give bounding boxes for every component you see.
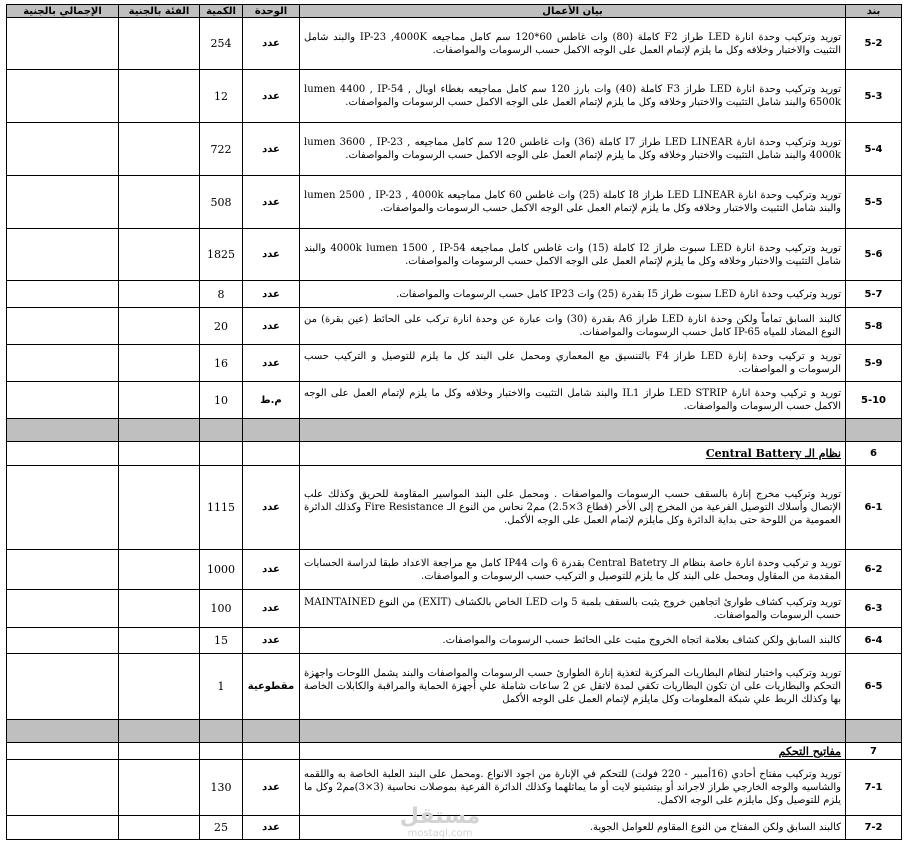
item-number: 5-7 bbox=[846, 281, 902, 308]
table-row bbox=[7, 18, 902, 70]
item-description: توريد و تركيب وحدة إنارة LED طراز F4 بالتنسيق مع المعماري ومحمل على البند كل ما يلزم للتوصيل و التركيب حسب الرسومات و المواصفات. bbox=[300, 345, 846, 382]
item-rate bbox=[119, 550, 200, 590]
item-total bbox=[7, 70, 119, 123]
item-unit: عدد bbox=[243, 123, 300, 176]
item-rate bbox=[119, 70, 200, 123]
watermark-arabic: مستقل bbox=[399, 804, 481, 829]
header-unit: الوحدة bbox=[243, 5, 300, 18]
separator-cell bbox=[300, 720, 846, 743]
header-description: بيان الأعمال bbox=[300, 5, 846, 18]
item-description: توريد و تركيب وحدة انارة LED STRIP طراز IL1 والبند شامل التثبيت والاختبار وخلافه وكل ما يلزم لإتمام العمل على الوجه الاكمل حسب الرسومات والمواصفات. bbox=[300, 382, 846, 419]
item-quantity: 1115 bbox=[200, 466, 243, 550]
item-rate bbox=[119, 590, 200, 628]
table-row bbox=[7, 345, 902, 382]
table-row bbox=[7, 281, 902, 308]
item-number: 5-9 bbox=[846, 345, 902, 382]
separator-cell bbox=[243, 720, 300, 743]
item-description: توريد وتركيب وحدة انارة LED طراز F3 كاملة (40) وات بارز 120 سم كامل مماجيعه بغطاء اوبال lumen 4400 , IP-54 , 6500k والبند شامل التثبيت والاختبار وخلافه وكل ما يلزم لإتمام العمل على الوجه الاكمل حسب الرسومات والمواصفات. bbox=[300, 70, 846, 123]
item-total bbox=[7, 760, 119, 816]
item-quantity: 254 bbox=[200, 18, 243, 70]
section-heading-row bbox=[7, 743, 902, 760]
header-item: بند bbox=[846, 5, 902, 18]
item-rate bbox=[119, 281, 200, 308]
table-row bbox=[7, 550, 902, 590]
item-rate bbox=[119, 654, 200, 720]
section-number: 7 bbox=[846, 743, 902, 760]
item-quantity: 130 bbox=[200, 760, 243, 816]
item-total bbox=[7, 816, 119, 840]
item-description: توريد وتركيب وحدة انارة LED طراز F2 كاملة (80) وات غاطس 60*120 سم كامل مماجيعه IP-23 ,4000K والبند شامل التثبيت والاختبار وخلافه وكل ما يلزم لإتمام العمل على الوجه الاكمل حسب الرسومات والمواصفات. bbox=[300, 18, 846, 70]
boq-table bbox=[6, 4, 902, 840]
item-rate bbox=[119, 176, 200, 229]
item-number: 7-2 bbox=[846, 816, 902, 840]
item-number: 5-8 bbox=[846, 308, 902, 345]
item-number: 6-5 bbox=[846, 654, 902, 720]
item-quantity: 1 bbox=[200, 654, 243, 720]
table-row bbox=[7, 654, 902, 720]
empty-cell bbox=[200, 743, 243, 760]
separator-cell bbox=[300, 419, 846, 442]
item-rate bbox=[119, 816, 200, 840]
item-total bbox=[7, 382, 119, 419]
separator-row bbox=[7, 720, 902, 743]
empty-cell bbox=[200, 442, 243, 466]
item-unit: عدد bbox=[243, 281, 300, 308]
separator-cell bbox=[243, 419, 300, 442]
item-description: كالبند السابق تماماً ولكن وحدة انارة LED طراز A6 بقدرة (30) وات عبارة عن وحدة انارة تركب على الحائط (عين بقرة) من النوع المضاد للمياه IP-65 كامل حسب الرسومات والمواصفات. bbox=[300, 308, 846, 345]
item-quantity: 508 bbox=[200, 176, 243, 229]
item-unit: عدد bbox=[243, 550, 300, 590]
item-rate bbox=[119, 466, 200, 550]
header-total: الإجمالي بالجنية bbox=[7, 5, 119, 18]
item-description: كالبند السابق ولكن المفتاح من النوع المقاوم للعوامل الجوية. bbox=[300, 816, 846, 840]
item-rate bbox=[119, 345, 200, 382]
item-description: توريد وتركيب وحدة انارة LED سبوت طراز I5 بقدرة (25) وات IP23 كامل حسب الرسومات والمواصفات. bbox=[300, 281, 846, 308]
item-quantity: 16 bbox=[200, 345, 243, 382]
item-unit: عدد bbox=[243, 176, 300, 229]
item-rate bbox=[119, 628, 200, 654]
table-row bbox=[7, 176, 902, 229]
separator-cell bbox=[119, 720, 200, 743]
empty-cell bbox=[119, 743, 200, 760]
section-heading-row bbox=[7, 442, 902, 466]
empty-cell bbox=[7, 743, 119, 760]
item-description: توريد وتركيب كشاف طوارئ اتجاهين خروج يثبت بالسقف بلمبة 5 وات LED الخاص بالكشاف (EXIT) من النوع MAINTAINED حسب الرسومات والمواصفات. bbox=[300, 590, 846, 628]
header-row bbox=[7, 5, 902, 18]
item-quantity: 1825 bbox=[200, 229, 243, 281]
item-number: 5-5 bbox=[846, 176, 902, 229]
empty-cell bbox=[7, 442, 119, 466]
separator-cell bbox=[846, 720, 902, 743]
table-row bbox=[7, 590, 902, 628]
item-quantity: 1000 bbox=[200, 550, 243, 590]
mostaql-watermark bbox=[395, 806, 485, 839]
section-title: مفاتيح التحكم bbox=[300, 743, 846, 760]
item-number: 6-1 bbox=[846, 466, 902, 550]
table-row bbox=[7, 123, 902, 176]
separator-cell bbox=[7, 720, 119, 743]
table-row bbox=[7, 70, 902, 123]
item-quantity: 722 bbox=[200, 123, 243, 176]
empty-cell bbox=[243, 442, 300, 466]
item-total bbox=[7, 550, 119, 590]
item-number: 5-10 bbox=[846, 382, 902, 419]
item-total bbox=[7, 123, 119, 176]
item-total bbox=[7, 281, 119, 308]
section-number: 6 bbox=[846, 442, 902, 466]
header-quantity: الكمية bbox=[200, 5, 243, 18]
item-description: توريد و تركيب وحدة انارة خاصة بنظام الـ Central Batetry بقدرة 6 وات IP44 كامل مع مراجعة الاعداد طبقا لدراسة الحسابات المقدمة من المقاول ومحمل على البند كل ما يلزم للتوصيل و التركيب حسب الرسومات و المواصفات. bbox=[300, 550, 846, 590]
item-total bbox=[7, 229, 119, 281]
table-row bbox=[7, 466, 902, 550]
table-row bbox=[7, 628, 902, 654]
item-unit: عدد bbox=[243, 760, 300, 816]
item-description: توريد وتركيب وحدة انارة LED سبوت طراز I2 كاملة (15) وات غاطس كامل مماجيعه 4000k lumen 1500 , IP-54 والبند شامل التثبيت والاختبار وخلافه وكل ما يلزم لإتمام العمل على الوجه الاكمل حسب الرسومات والمواصفات. bbox=[300, 229, 846, 281]
separator-cell bbox=[846, 419, 902, 442]
item-quantity: 8 bbox=[200, 281, 243, 308]
separator-cell bbox=[119, 419, 200, 442]
item-description: توريد وتركيب مخرج إنارة بالسقف حسب الرسومات والمواصفات . ومحمل على البند المواسير المقاومة للحريق وكذلك علب الإتصال وأسلاك التوصيل الفرعية من المخرج إلى الأخر (قطاع 3×2.5) مم2 نحاس من النوع الـ Fire Resistance وكذلك الدائرة العمومية من اللوحة حتى بداية الدائرة وكل مايلزم لإتمام العمل على الوجه الأكمل. bbox=[300, 466, 846, 550]
item-number: 5-6 bbox=[846, 229, 902, 281]
item-number: 6-2 bbox=[846, 550, 902, 590]
item-total bbox=[7, 654, 119, 720]
table-row bbox=[7, 382, 902, 419]
item-total bbox=[7, 345, 119, 382]
empty-cell bbox=[243, 743, 300, 760]
item-rate bbox=[119, 382, 200, 419]
item-number: 5-3 bbox=[846, 70, 902, 123]
item-rate bbox=[119, 18, 200, 70]
item-quantity: 20 bbox=[200, 308, 243, 345]
item-unit: مقطوعية bbox=[243, 654, 300, 720]
item-unit: عدد bbox=[243, 229, 300, 281]
empty-cell bbox=[119, 442, 200, 466]
item-rate bbox=[119, 229, 200, 281]
item-number: 6-4 bbox=[846, 628, 902, 654]
item-quantity: 10 bbox=[200, 382, 243, 419]
item-description: توريد وتركيب وحدة انارة LED LINEAR طراز I7 كاملة (36) وات غاطس 120 سم كامل مماجيعه lumen 3600 , IP-23 , 4000k والبند شامل التثبيت والاختبار وخلافه وكل ما يلزم لإتمام العمل على الوجه الاكمل حسب الرسومات والمواصفات. bbox=[300, 123, 846, 176]
header-rate: الفئة بالجنية bbox=[119, 5, 200, 18]
separator-cell bbox=[200, 720, 243, 743]
item-unit: عدد bbox=[243, 628, 300, 654]
item-description: كالبند السابق ولكن كشاف بعلامة اتجاه الخروج مثبت على الحائط حسب الرسومات والمواصفات. bbox=[300, 628, 846, 654]
watermark-latin: mostaql.com bbox=[407, 828, 473, 839]
item-quantity: 12 bbox=[200, 70, 243, 123]
item-rate bbox=[119, 308, 200, 345]
section-title: نظام الـ Central Battery bbox=[300, 442, 846, 466]
item-unit: عدد bbox=[243, 18, 300, 70]
separator-row bbox=[7, 419, 902, 442]
item-total bbox=[7, 308, 119, 345]
item-unit: عدد bbox=[243, 70, 300, 123]
separator-cell bbox=[7, 419, 119, 442]
item-description: توريد وتركيب واختبار لنظام البطاريات المركزية لتغذية إنارة الطوارئ حسب الرسومات والمواصفات والبند يشمل اللوحات واجهزة التحكم والبطاريات على ان تكون البطاريات تكفي لمدة لاتقل عن 2 ساعات شاملة علي أجهزة الحماية والمراقبة والكابلات الخاصة بها وكذلك الربط علي شبكة المعلومات وكل مايلزم لإتمام العمل على الوجه الأكمل bbox=[300, 654, 846, 720]
table-row bbox=[7, 229, 902, 281]
item-quantity: 100 bbox=[200, 590, 243, 628]
item-unit: عدد bbox=[243, 590, 300, 628]
item-unit: عدد bbox=[243, 308, 300, 345]
item-total bbox=[7, 18, 119, 70]
item-total bbox=[7, 628, 119, 654]
item-total bbox=[7, 466, 119, 550]
item-description: توريد وتركيب وحدة انارة LED LINEAR طراز I8 كاملة (25) وات غاطس 60 كامل مماجيعه lumen 2500 , IP-23 , 4000k والبند شامل التثبيت والاختبار وخلافه وكل ما يلزم لإتمام العمل على الوجه الاكمل حسب الرسومات والمواصفات. bbox=[300, 176, 846, 229]
item-rate bbox=[119, 760, 200, 816]
item-unit: م.ط bbox=[243, 382, 300, 419]
item-number: 7-1 bbox=[846, 760, 902, 816]
item-description: توريد وتركيب مفتاح أحادي (16أمبير - 220 فولت) للتحكم في الإنارة من اجود الانواع .ومحمل على البند العلبة الخاصة به واللقمه والشاسيه والوجه الخارجي طراز لاجراند أو بيتشينو لايت أو ما يماثلهما وكذلك الدائرة الفرعية بموصلات نحاسية (3×3)مم2 وكل ما يلزم للتوصيل وكل مايلزم على الوجه الاكمل. bbox=[300, 760, 846, 816]
item-rate bbox=[119, 123, 200, 176]
item-quantity: 15 bbox=[200, 628, 243, 654]
item-unit: عدد bbox=[243, 816, 300, 840]
table-row bbox=[7, 308, 902, 345]
item-number: 5-2 bbox=[846, 18, 902, 70]
item-unit: عدد bbox=[243, 345, 300, 382]
item-total bbox=[7, 176, 119, 229]
item-unit: عدد bbox=[243, 466, 300, 550]
item-quantity: 25 bbox=[200, 816, 243, 840]
separator-cell bbox=[200, 419, 243, 442]
item-total bbox=[7, 590, 119, 628]
item-number: 5-4 bbox=[846, 123, 902, 176]
item-number: 6-3 bbox=[846, 590, 902, 628]
